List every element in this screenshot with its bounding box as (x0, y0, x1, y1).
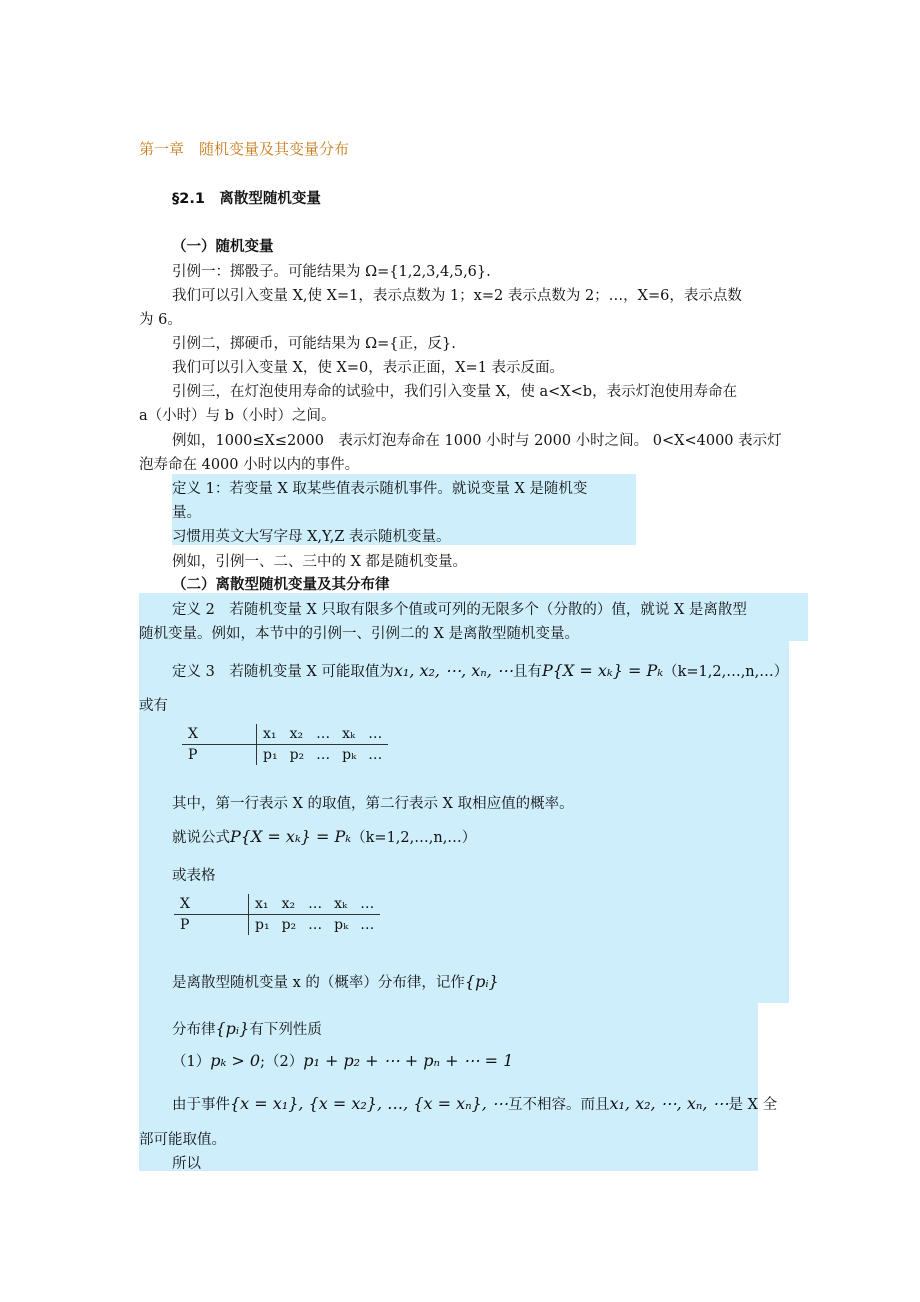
definition-2: 定义 2 若随机变量 X 只取有限多个值或可列的无限多个（分散的）值，就说 X 是离散型 (172, 602, 747, 618)
table-cell: p₁ (263, 747, 278, 763)
formula: P{X = xₖ} = Pₖ (230, 827, 352, 846)
formula-line (172, 826, 476, 847)
table-cell: pₖ (334, 917, 349, 933)
text-line: 引例二，掷硬币，可能结果为 Ω={正，反}. (172, 336, 456, 352)
text-line: 我们可以引入变量 X，使 X=0，表示正面，X=1 表示反面。 (172, 360, 565, 376)
table-cell: pₖ (342, 747, 357, 763)
table-cell: … (302, 894, 328, 915)
formula-suffix: （k=1,2,…,n,…） (351, 830, 477, 846)
def3-prefix: 定义 3 若随机变量 X 可能取值为 (172, 664, 394, 680)
text-line: 引例三，在灯泡使用寿命的试验中，我们引入变量 X，使 a<X<b，表示灯泡使用寿命在 (172, 384, 738, 400)
table-cell: … (368, 747, 383, 763)
table-cell: p₂ (281, 917, 297, 933)
table-cell: x₁ (257, 724, 284, 745)
text-line: 例如，1000≤X≤2000 表示灯泡寿命在 1000 小时与 2000 小时之间。 0<X<4000 表示灯 (172, 433, 782, 449)
conclusion-text: 是离散型随机变量 x 的（概率）分布律，记作 (172, 975, 465, 991)
definition-1-note: 习惯用英文大写字母 X,Y,Z 表示随机变量。 (172, 529, 451, 545)
table-label-x: X (182, 724, 257, 745)
table-cell: … (362, 724, 388, 745)
text-line: 泡寿命在 4000 小时以内的事件。 (139, 457, 360, 473)
text-line: 为 6。 (139, 312, 182, 328)
events-line (172, 1093, 777, 1114)
property-1-label: （1） (172, 1054, 211, 1070)
properties-list (172, 1050, 513, 1071)
text-line: a（小时）与 b（小时）之间。 (139, 408, 336, 424)
def3-formula: P{X = xₖ} = Pₖ (541, 661, 664, 680)
conclusion-notation: {pᵢ} (464, 972, 499, 991)
or-table: 或表格 (172, 868, 216, 884)
definition-2-cont: 随机变量。例如，本节中的引例一、引例二的 X 是离散型随机变量。 (139, 626, 580, 642)
highlight-def3 (139, 641, 789, 1003)
therefore: 所以 (172, 1156, 201, 1172)
part1-title: （一）随机变量 (172, 239, 274, 255)
section-title: §2.1 离散型随机变量 (172, 191, 321, 207)
events-line-2: 部可能取值。 (139, 1132, 226, 1148)
text-line: 引例一：掷骰子。可能结果为 Ω={1,2,3,4,5,6}. (172, 264, 491, 280)
distribution-table-1 (182, 724, 388, 765)
table-cell: p₁ (255, 917, 270, 933)
events-values: x₁, x₂, ⋯, xₙ, ⋯ (609, 1094, 729, 1113)
formula-prefix: 就说公式 (172, 830, 230, 846)
table-cell: … (308, 917, 323, 933)
distribution-table-2 (174, 894, 380, 935)
def3-suffix: （k=1,2,…,n,…） (663, 664, 789, 680)
table-cell: … (360, 917, 375, 933)
events-set: {x = x₁}, {x = x₂}, …, {x = xₙ}, ⋯ (230, 1094, 508, 1113)
table-label-p: P (182, 745, 257, 766)
distribution-conclusion (172, 971, 499, 992)
def3-mid: 且有 (512, 664, 542, 680)
table-cell: x₂ (284, 724, 311, 745)
properties-notation: {pᵢ} (215, 1019, 250, 1038)
part2-title: （二）离散型随机变量及其分布律 (172, 577, 390, 593)
property-sep: ; (260, 1054, 265, 1070)
table-label-x: X (174, 894, 249, 915)
property-2: p₁ + p₂ + ⋯ + pₙ + ⋯ = 1 (303, 1051, 514, 1070)
events-suffix: 是 X 全 (728, 1097, 778, 1113)
events-mid: 互不相容。而且 (507, 1097, 610, 1113)
definition-1-cont: 量。 (172, 505, 201, 521)
or-has: 或有 (139, 698, 168, 714)
table-cell: … (354, 894, 380, 915)
table-cell: … (316, 747, 331, 763)
definition-1: 定义 1：若变量 X 取某些值表示随机事件。就说变量 X 是随机变 (172, 481, 588, 497)
table-cell: … (310, 724, 336, 745)
properties-prefix: 分布律 (172, 1022, 216, 1038)
table-cell: xₖ (328, 894, 354, 915)
property-2-label: （2） (264, 1054, 304, 1070)
table-cell: p₂ (289, 747, 305, 763)
definition-3 (172, 660, 788, 681)
def3-values: x₁, x₂, ⋯, xₙ, ⋯ (393, 661, 513, 680)
table-label-p: P (174, 915, 249, 936)
properties-suffix: 有下列性质 (249, 1022, 322, 1038)
table-explanation: 其中，第一行表示 X 的取值，第二行表示 X 取相应值的概率。 (172, 796, 574, 812)
events-prefix: 由于事件 (172, 1097, 230, 1113)
text-line: 我们可以引入变量 X,使 X=1，表示点数为 1；x=2 表示点数为 2；…，X=6，表示点数 (172, 288, 742, 304)
chapter-title: 第一章 随机变量及其变量分布 (139, 140, 350, 158)
table-cell: x₂ (276, 894, 303, 915)
table-cell: x₁ (249, 894, 276, 915)
table-cell: xₖ (336, 724, 362, 745)
text-line: 例如，引例一、二、三中的 X 都是随机变量。 (172, 554, 468, 570)
properties-intro (172, 1018, 322, 1039)
property-1: pₖ > 0 (210, 1051, 261, 1070)
